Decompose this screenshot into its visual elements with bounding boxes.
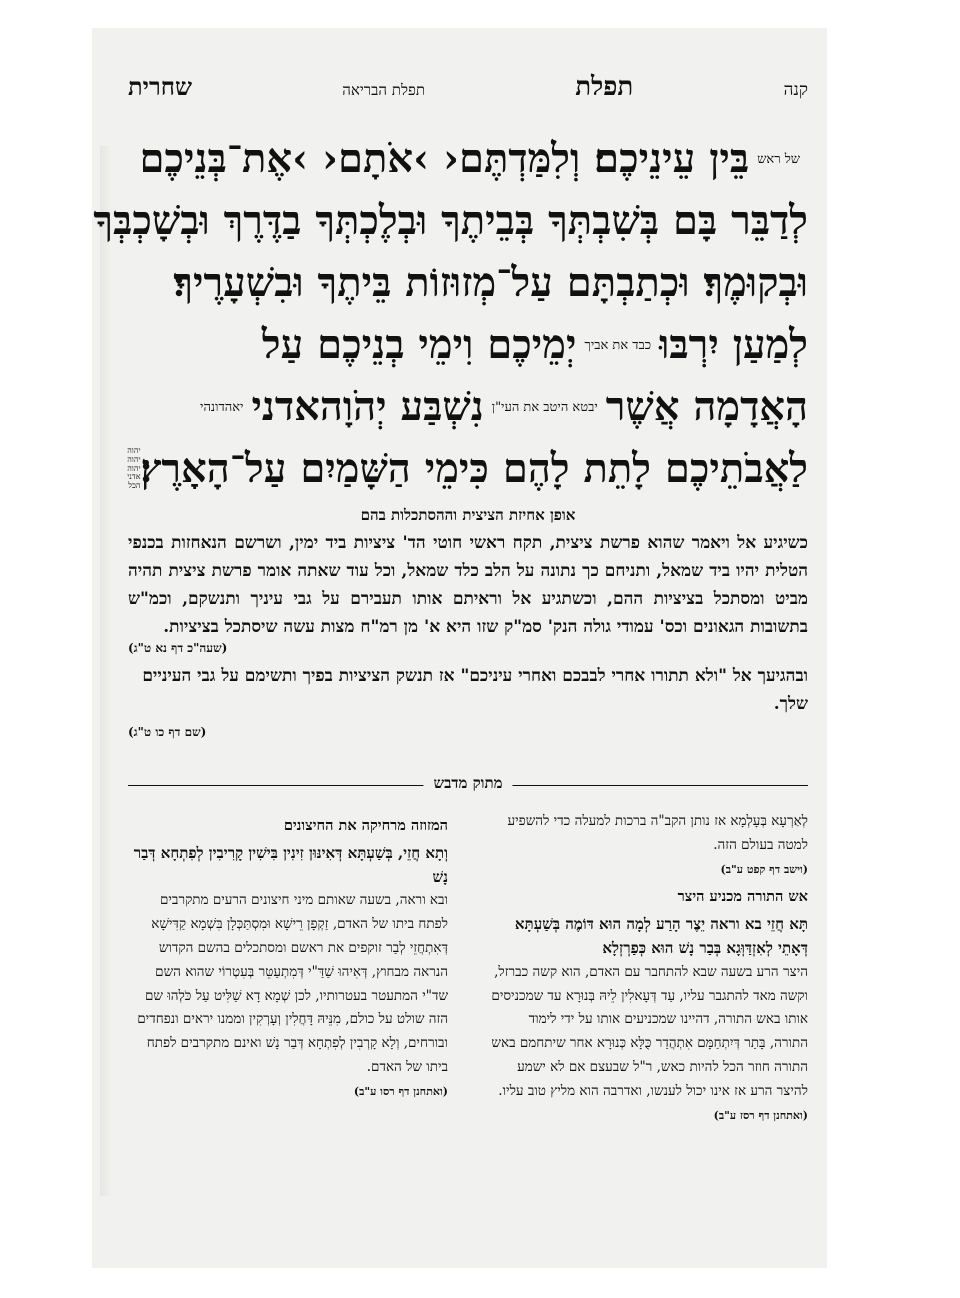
verse-text: לַאֲבֹתֵיכֶם לָתֵת לָהֶם כִּימֵי הַשָּׁמַיִם עַל־הָאָרֶץ׃ bbox=[140, 445, 808, 492]
section-divider bbox=[128, 774, 808, 796]
service-name: שחרית bbox=[128, 72, 192, 101]
verse-line bbox=[128, 128, 808, 190]
page-bleed-through bbox=[100, 146, 112, 1196]
right-column bbox=[488, 810, 808, 1127]
page-header bbox=[128, 72, 808, 112]
verse-block bbox=[93, 128, 808, 500]
verse-note: יהוה יהוה יהוה אדני הכל bbox=[127, 446, 141, 491]
book-subtitle: תפלת הבריאה bbox=[342, 81, 425, 99]
source-citation: (שעה"כ דף נא ט"ג) bbox=[128, 641, 228, 655]
verse-text: לְמַעַן יִרְבּוּ bbox=[659, 321, 808, 368]
kissing-paragraph bbox=[128, 662, 808, 746]
source-citation: (וישב דף קפט ע"ב) bbox=[720, 862, 808, 876]
source-citation: (ואתחנן דף רסו ע"ב) bbox=[353, 1084, 448, 1098]
left-column bbox=[128, 810, 448, 1127]
source-citation: (ואתחנן דף רסז ע"ב) bbox=[713, 1108, 808, 1122]
book-page bbox=[92, 28, 827, 1268]
aramaic-text: תָּא חֲזֵי בא וראה יֵצֶר הָרַע לְמָה הוּא דּוֹמֶה בְּשַׁעְתָּא דְּאָתֵי לְאִזְדַּוְּגָא בְּבַר נָשׁ הוּא כְּפַרְזְלָא bbox=[514, 915, 808, 957]
verse-line bbox=[128, 314, 808, 376]
book-title: תפלת bbox=[575, 72, 634, 102]
verse-line bbox=[93, 190, 808, 252]
verse-text: בֵּין עֵינֵיכֶם׃ וְלִמַּדְתֶּם‹ ›אֹתָם‹ ›אֶת־בְּנֵיכֶם bbox=[139, 135, 750, 182]
verse-note: כבד את אביך bbox=[584, 337, 652, 353]
verse-text: הָאֲדָמָה אֲשֶׁר bbox=[605, 383, 808, 430]
column-text: ובא וראה, בשעה שאותם מיני חיצונים הרעים מתקרבים לפתח ביתו של האדם, זַקְפָן רֵישָׁא וּמִסְתַּכְּלָן בִּשְׁמָא קַדִּישָׁא דְּאִתְחֲזֵי לְבַר זוקפים את ראשם ומסתכלים בהשם הקדוש הנראה מבחוץ, דְּאִיהוּ שַׁדַּ"י דְּמִתְעַטֵּר בְּעִטְרוֹי שהוא השם שד"י המתעטר בעטרותיו, לכן שְׁמָא דָא שַׁלִּיט עַל כֹּלְהוּ שם הזה שולט על כולם, מִנֵּיהּ דָּחֲלִין וְעָרְקִין וממנו יראים ונפחדים ובורחים, וְלָא קָרְבִין לְפִתְחָא דְּבַר נָשׁ ואינם מתקרבים לפתח ביתו של האדם. bbox=[137, 892, 448, 1075]
verse-note: יבטא היטב את העי"ן bbox=[491, 399, 598, 415]
paragraph-text: כשיגיע אל ויאמר שהוא פרשת ציצית, תקח ראשי חוטי הד' ציציות ביד ימין, ושרשם הנאחזות בכנפי הטלית יהיו ביד שמאל, ותניחם כך נתונה על הלב כלד שמאל, וכל עוד שאתה אומר פרשת ציצית תהיה מביט ומסתכל בציציות ההם, וכשתגיע אל וראיתם אותו תעבירם על גבי עיניך ותנשקם, וכמ"ש בתשובות הגאונים וכס' עמודי גולה הנק' סמ"ק שזו היא א' מן רמ"ח מצות עשה שיסתכל בציציות. bbox=[128, 533, 808, 637]
aramaic-text: וְתָא חֲזֵי, בְּשַׁעְתָּא דְּאִינּוּן זִינִין בִּישִׁין קָרִיבִין לְפִתְחָא דְּבַר נָשׁ bbox=[133, 843, 448, 886]
section-heading: אופן אחיזת הציצית וההסתכלות בהם bbox=[360, 506, 576, 524]
page-content bbox=[93, 72, 808, 1127]
source-citation: (שם דף כו ט"ג) bbox=[128, 725, 207, 739]
column-text: לְאַרְעָא בְּעָלְמָא אז נותן הקב"ה ברכות למעלה כדי להשפיע למטה בעולם הזה. bbox=[507, 813, 808, 853]
page-number: קנה bbox=[783, 80, 808, 100]
tzitzit-paragraph bbox=[128, 529, 808, 641]
verse-text: יְמֵיכֶם וִימֵי בְנֵיכֶם עַל bbox=[261, 321, 577, 368]
verse-text: וּבְקוּמֶךָ׃ וּכְתַבְתָּם עַל־מְזוּזוֹת בֵּיתֶךָ וּבִשְׁעָרֶיךָ׃ bbox=[173, 259, 808, 306]
verse-note: יאהדונהי bbox=[200, 399, 244, 415]
verse-note: של ראש bbox=[757, 151, 800, 167]
paragraph-text: ובהגיעך אל "ולא תתורו אחרי לבבכם ואחרי עיניכם" אז תנשק הציציות בפיך ותשימם על גבי העיניים שלך. bbox=[142, 666, 808, 714]
verse-line bbox=[128, 438, 808, 500]
column-text: היצר הרע בשעה שבא להתחבר עם האדם, הוא קשה כברזל, וקשה מאד להתגבר עליו, עַד דְּעָאלִין לֵיהּ בְּנוּרָא עד שמכניסים אותו באש התורה, דהיינו שמכניעים אותו על ידי לימוד התורה, בָּתַר דְּיִתְחַמָּם אִתְהֲדַר כֻּלָּא כְּנוּרָא אחר שיתחמם באש התורה חוזר הכל להיות כאש, ר"ל שבעצם אם לא ישמע להיצר הרע אז אינו יכול לענשו, ואדרבה הוא מליץ טוב עליו. bbox=[491, 963, 808, 1099]
verse-text: נִשְׁבַּע יְהֹוָהאדני bbox=[251, 383, 484, 430]
column-heading: אש התורה מכניע היצר bbox=[677, 888, 808, 906]
column-heading: המזוזה מרחיקה את החיצונים bbox=[283, 817, 448, 834]
verse-line bbox=[128, 252, 808, 314]
verse-line bbox=[128, 376, 808, 438]
verse-text: לְדַבֵּר בָּם בְּשִׁבְתְּךָ בְּבֵיתֶךָ וּבְלֶכְתְּךָ בַדֶּרֶךְ וּבְשָׁכְבְּךָ bbox=[93, 197, 808, 244]
commentary-columns bbox=[128, 810, 808, 1127]
divider-label: מתוק מדבש bbox=[423, 774, 512, 793]
